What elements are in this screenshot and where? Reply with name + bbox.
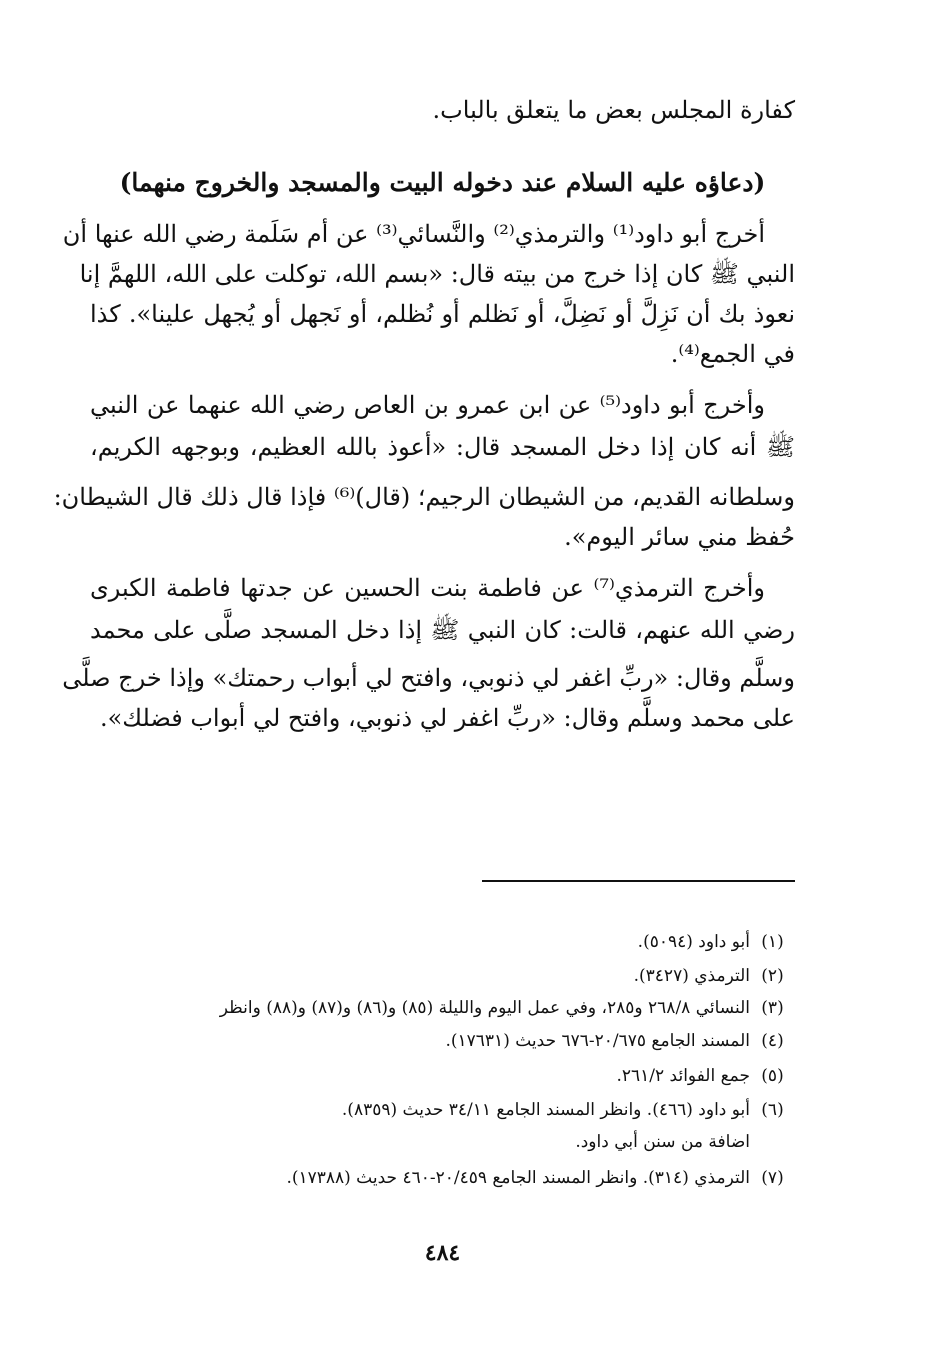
page-number: ٤٨٤ [424, 1240, 461, 1266]
footnote-text: جمع الفوائد ٢٦١/٢. [616, 1066, 750, 1086]
footnote [90, 1027, 795, 1055]
paragraph-line: النبي ﷺ كان إذا خرج من بيته قال: «بسم الله، توكلت على الله، اللهمَّ إنا [79, 260, 795, 288]
footnote-text: النسائي ٢٦٨/٨ و٢٨٥، وفي عمل اليوم والليلة (٨٥) و(٨٦) و(٨٧) و(٨٨) وانظر [219, 998, 750, 1018]
footnote [90, 1062, 795, 1090]
footnote-separator [482, 880, 795, 882]
footnote [90, 928, 795, 956]
paragraph-line: في الجمع⁽⁴⁾. [670, 340, 795, 368]
footnote [90, 1096, 795, 1124]
footnote-number: (٤) [761, 1031, 784, 1051]
intro-line: كفارة المجلس بعض ما يتعلق بالباب. [432, 96, 795, 124]
footnote-number: (٣) [761, 998, 784, 1018]
paragraph-line: وأخرج الترمذي⁽⁷⁾ عن فاطمة بنت الحسين عن جدتها فاطمة الكبرى [90, 574, 765, 602]
footnote-number: (٥) [761, 1066, 784, 1086]
paragraph-line: ﷺ أنه كان إذا دخل المسجد قال: «أعوذ بالله العظيم، وبوجهه الكريم، [90, 433, 796, 461]
paragraph-line: نعوذ بك أن نَزِلَّ أو نَضِلَّ، أو نَظلم أو نُظلم، أو نَجهل أو يُجهل علينا». كذا [90, 300, 795, 328]
footnote-text: اضافة من سنن أبي داود. [575, 1132, 750, 1152]
paragraph-line: حُفظ مني سائر اليوم». [564, 523, 795, 551]
paragraph-line: أخرج أبو داود⁽¹⁾ والترمذي⁽²⁾ والنَّسائي⁽³⁾ عن أم سَلَمة رضي الله عنها أن [62, 220, 765, 248]
section-heading: (دعاؤه عليه السلام عند دخوله البيت والمسجد والخروج منهما) [119, 168, 766, 197]
footnote [90, 962, 795, 990]
paragraph-line: على محمد وسلَّم وقال: «ربِّ اغفر لي ذنوبي، وافتح لي أبواب فضلك». [99, 704, 795, 732]
footnote [90, 994, 795, 1022]
footnote-number: (١) [761, 932, 784, 952]
footnote [90, 1164, 795, 1192]
document-page [53, 90, 796, 1320]
footnote-text: أبو داود (٥٠٩٤). [637, 932, 750, 952]
footnote-text: الترمذي (٣١٤). وانظر المسند الجامع ٢٠/٤٥٩-٤٦٠ حديث (١٧٣٨٨). [286, 1168, 750, 1188]
footnote-text: أبو داود (٤٦٦). وانظر المسند الجامع ٣٤/١١ حديث (٨٣٥٩). [341, 1100, 750, 1120]
footnote-continuation [90, 1128, 795, 1156]
footnote-number: (٢) [761, 966, 784, 986]
footnote-text: المسند الجامع ٢٠/٦٧٥-٦٧٦ حديث (١٧٦٣١). [445, 1031, 750, 1051]
paragraph-line: وسلَّم وقال: «ربِّ اغفر لي ذنوبي، وافتح لي أبواب رحمتك» وإذا خرج صلَّى [62, 664, 795, 692]
paragraph-line: وسلطانه القديم، من الشيطان الرجيم؛ (قال)⁽⁶⁾ فإذا قال ذلك قال الشيطان: [53, 483, 795, 511]
footnote-number: (٧) [761, 1168, 784, 1188]
footnote-number: (٦) [761, 1100, 784, 1120]
paragraph-line: وأخرج أبو داود⁽⁵⁾ عن ابن عمرو بن العاص رضي الله عنهما عن النبي [90, 391, 766, 419]
footnote-text: الترمذي (٣٤٢٧). [633, 966, 750, 986]
paragraph-line: رضي الله عنهم، قالت: كان النبي ﷺ إذا دخل المسجد صلَّى على محمد [90, 616, 795, 644]
